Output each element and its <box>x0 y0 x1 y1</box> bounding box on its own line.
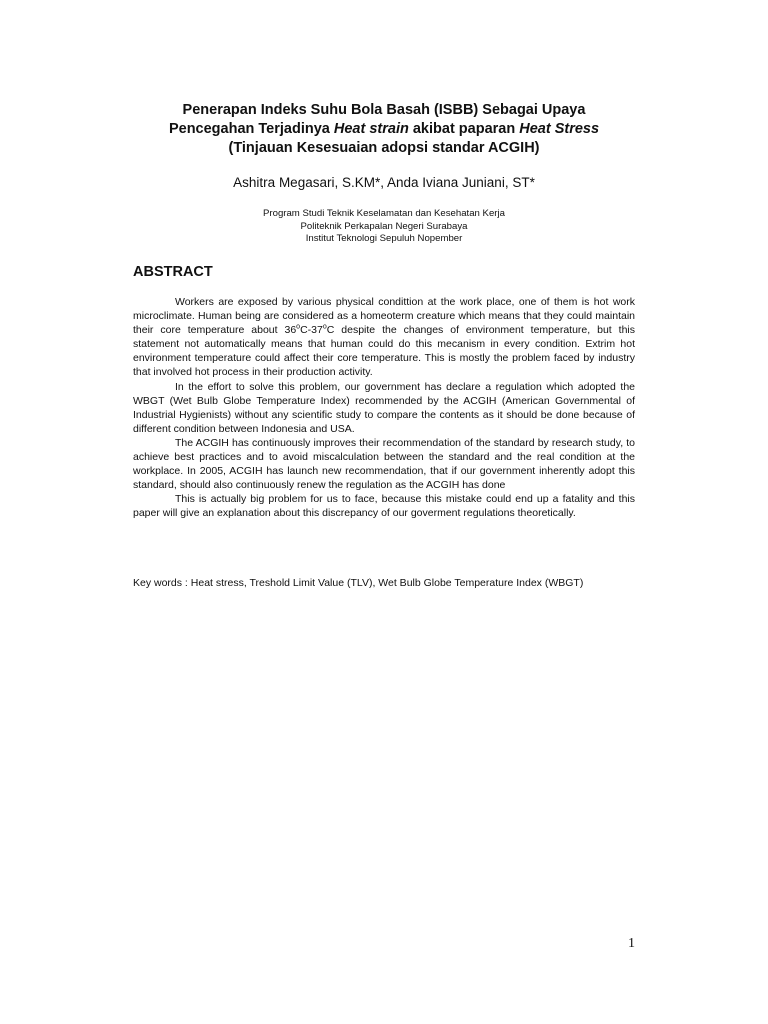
degree-superscript-1: o <box>296 323 301 331</box>
title-line-1: Penerapan Indeks Suhu Bola Basah (ISBB) Sebagai Upaya <box>182 102 586 118</box>
page-number: 1 <box>628 936 635 951</box>
abstract-paragraph-4: This is actually big problem for us to face, because this mistake could end up a fatality and this paper will give an explanation about this discrepancy of our goverment regulations theoretically. <box>133 493 635 520</box>
keywords-label: Key words : <box>133 577 191 589</box>
keywords-text: Heat stress, Treshold Limit Value (TLV), Wet Bulb Globe Temperature Index (WBGT) <box>190 577 584 589</box>
title-line-2 <box>100 120 668 139</box>
affiliation-program: Program Studi Teknik Keselamatan dan Kesehatan Kerja <box>263 208 505 219</box>
title-line-2-middle: akibat paparan <box>408 121 520 137</box>
affiliation-polytechnic: Politeknik Perkapalan Negeri Surabaya <box>300 220 468 232</box>
title-term-heat-stress: Heat Stress <box>519 121 600 137</box>
title-line-3: (Tinjauan Kesesuaian adopsi standar ACGIH) <box>228 140 540 156</box>
degree-superscript-2: o <box>322 323 327 331</box>
abstract-p1-part-a: Workers are exposed by various physical condittion at the work place, one of them is hot work microclimate. Human being are considered as a homeoterm creature which means that they could maintain their core temperature about 36 <box>133 296 635 337</box>
title-line-2-prefix: Pencegahan Terjadinya <box>168 121 334 137</box>
paper-title <box>100 101 668 158</box>
abstract-paragraph-3: The ACGIH has continuously improves their recommendation of the standard by research study, to achieve best practices and to avoid miscalculation between the standard and the real condition at the workplace. In 2005, ACGIH has launch new recommendation, that if our government inherently adopt this standard, should also continuously renew the regulation as the ACGIH has done <box>133 436 635 492</box>
paper-authors: Ashitra Megasari, S.KM*, Anda Iviana Juniani, ST* <box>233 175 535 190</box>
abstract-body <box>133 295 635 521</box>
abstract-paragraph-1 <box>133 295 635 380</box>
affiliation-institute: Institut Teknologi Sepuluh Nopember <box>305 233 463 245</box>
abstract-paragraph-2: In the effort to solve this problem, our government has declare a regulation which adopted the WBGT (Wet Bulb Globe Temperature Index) recommended by the ACGIH (American Governmental of Industrial Hygienists) without any scientific study to compare the contents as it should be done because of different condition between Indonesia and USA. <box>133 380 635 435</box>
author-affiliation <box>100 208 668 246</box>
abstract-p1-part-b: C-37 <box>300 324 323 337</box>
abstract-p1-part-c: C despite the changes of environment temperature, but this statement not automatically means that human could do this mecanism in every condition. Extrim hot environment temperature could affect their core temperature. This is mostly the problem faced by industry that involved hot process in their production activity. <box>133 324 635 379</box>
keywords <box>133 576 635 590</box>
abstract-heading: ABSTRACT <box>133 264 213 280</box>
title-term-heat-strain: Heat strain <box>333 121 409 137</box>
